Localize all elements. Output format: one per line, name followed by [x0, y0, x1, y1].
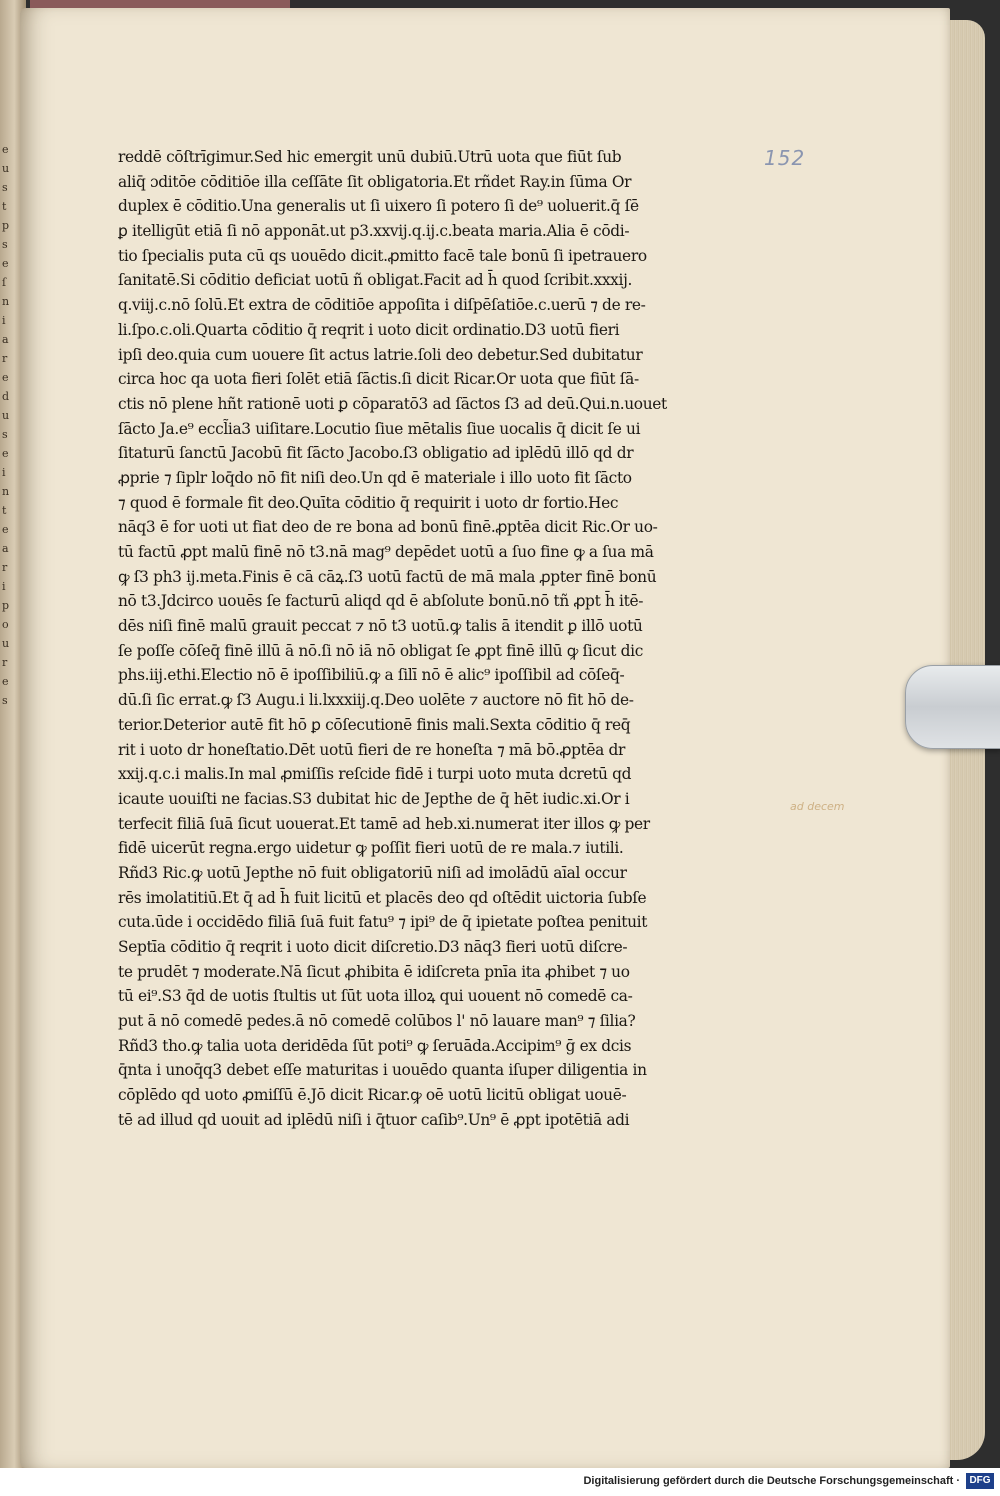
dfg-logo-icon: DFG [966, 1473, 994, 1489]
text-line: icaute uouiſti ne facias.S3 dubitat hic de Jepthe de q̄ hēt iudic.xi.Or i [118, 789, 630, 808]
binding-strip [30, 0, 290, 8]
text-line: ꝓprie ⁊ ſiplr loq̄do nō fit niſi deo.Un qd ē materiale i illo uoto fit ſācto [118, 468, 632, 487]
text-line: q̄nta i unoq̄q3 debet eſſe maturitas i uouēdo quanta iſuper diligentia in [118, 1061, 647, 1080]
left-page-text-fragments [2, 140, 22, 710]
text-line: reddē cōſtrīgimur.Sed hic emergit unū dubiū.Utrū uota que fiūt ſub [118, 148, 622, 166]
text-line: q.viij.c.nō ſolū.Et extra de cōditiōe appoſita i diſpēſatiōe.c.uerū ⁊ de re- [118, 296, 646, 315]
text-line: dū.ſi ſic errat.ꝙ ſ3 Augu.i li.lxxxiij.q.Deo uolēte ⁊ auctore nō fit hō de- [118, 691, 634, 710]
left-page-fragment: e [2, 523, 9, 536]
left-page-fragment: i [2, 466, 6, 479]
text-line: terfecit filiā ſuā ſicut uouerat.Et tamē ad heb.xi.numerat iter illos ꝙ per [118, 814, 650, 833]
text-line: xxij.q.c.i malis.In mal ꝓmiſſis reſcide fidē i turpi uoto muta dcretū qd [118, 765, 632, 784]
left-page-fragment: n [2, 485, 10, 498]
left-page-fragment: r [2, 561, 8, 574]
left-page-fragment: e [2, 675, 9, 688]
margin-annotation: ad decem [790, 800, 845, 813]
left-page-fragment: u [2, 162, 10, 175]
left-page-fragment: e [2, 143, 9, 156]
text-line: ſitaturū ſanctū Jacobū fit ſācto Jacobo.ſ3 obligatio ad iplēdū illō qd dr [118, 444, 634, 463]
left-page-fragment: i [2, 314, 6, 327]
page-clip [905, 665, 1000, 749]
footer-credit: Digitalisierung gefördert durch die Deutsche Forschungsgemeinschaft · [583, 1475, 960, 1487]
left-page-fragment: s [2, 181, 8, 194]
text-line: terior.Deterior autē fit hō ꝑ cōſecutionē finis mali.Sexta cōditio q̄ req̄ [118, 715, 631, 734]
text-column [118, 145, 743, 1133]
text-line: Septīa cōditio q̄ reqrit i uoto dicit diſcretio.D3 nāq3 fieri uotū diſcre- [118, 938, 628, 956]
text-line: ſācto Ja.e⁹ eccl̃ia3 uiſitare.Locutio ſiue mētalis ſiue uocalis q̄ dicit ſe ui [118, 419, 641, 438]
text-line: tē ad illud qd uouit ad iplēdū niſi i q̄tuor caſib⁹.Un⁹ ē ꝓpt ipotētiā adi [118, 1110, 630, 1129]
text-line: nō t3.Jdcirco uouēs ſe facturū aliqd qd ē abſolute bonū.nō tñ ꝓpt h̄ itē- [118, 592, 644, 611]
text-line: te prudēt ⁊ moderate.Nā ſicut ꝓhibita ē idiſcreta pnīa ita ꝓhibet ⁊ uo [118, 962, 630, 981]
text-line: cōplēdo qd uoto ꝓmiſſū ē.Jō dicit Ricar.ꝙ oē uotū licitū obligat uouē- [118, 1086, 627, 1105]
left-page-fragment: n [2, 295, 10, 308]
left-page-fragment: t [2, 200, 7, 213]
text-line: tio ſpecialis puta cū qs uouēdo dicit.ꝓmitto facē tale bonū ſi ipetrauero [118, 246, 647, 265]
text-line: tū ei⁹.S3 q̄d de uotis ſtultis ut ſūt uota illoꝝ qui uouent nō comedē ca- [118, 987, 633, 1006]
left-page-fragment: s [2, 238, 8, 251]
left-page-fragment: u [2, 409, 10, 422]
text-line: circa hoc qa uota fieri ſolēt etiā ſāctis.ſi dicit Ricar.Or uota que fiūt ſā- [118, 370, 639, 389]
text-line: ctis nō plene hñt rationē uoti ꝑ cōparatō3 ad ſāctos ſ3 ad deū.Qui.n.uouet [118, 394, 667, 413]
left-page-fragment: r [2, 352, 8, 365]
text-line: put ā nō comedē pedes.ā nō comedē colūbos l' nō lauare man⁹ ⁊ ſilia? [118, 1012, 636, 1031]
text-line: dēs niſi finē malū grauit peccat ⁊ nō t3 uotū.ꝙ talis ā itendit ꝑ illō uotū [118, 617, 643, 636]
left-page-fragment: ſ [2, 276, 7, 289]
left-page-fragment: d [2, 390, 10, 403]
text-line: rēs imolatitiū.Et q̄ ad h̄ fuit licitū et placēs deo qd oſtēdit uictoria ſubſe [118, 888, 647, 907]
left-page-fragment: e [2, 371, 9, 384]
left-page-fragment: a [2, 333, 9, 346]
text-line: Rñd3 Ric.ꝙ uotū Jepthe nō fuit obligatoriū niſi ad imolādū aīal occur [118, 863, 627, 882]
folio-number: 152 [764, 146, 806, 170]
left-page-fragment: s [2, 694, 8, 707]
text-line: phs.iij.ethi.Electio nō ē ipoſſibiliū.ꝙ a ſilī nō ē alic⁹ ipoſſibil ad cōſeq̄- [118, 666, 625, 685]
left-page-fragment: s [2, 428, 8, 441]
text-line: ⁊ quod ē formale fit deo.Quīta cōditio q̄ requirit i uoto dr fortio.Hec [118, 493, 619, 512]
left-page-fragment: o [2, 618, 9, 631]
text-line: rit i uoto dr honeſtatio.Dēt uotū fieri de re honeſta ⁊ mā bō.ꝓptēa dr [118, 740, 626, 759]
text-line: Rñd3 tho.ꝙ talia uota deridēda ſūt poti⁹ ꝙ ſeruāda.Accipim⁹ ḡ ex dcis [118, 1036, 632, 1055]
footer-bar [0, 1468, 1000, 1496]
text-line: tū factū ꝓpt malū finē nō t3.nā mag⁹ depēdet uotū a ſuo fine ꝙ a ſua mā [118, 543, 654, 561]
text-line: li.ſpo.c.oli.Quarta cōditio q̄ reqrit i uoto dicit ordinatio.D3 uotū fieri [118, 320, 620, 339]
text-line: aliq̄ ɔditōe cōditiōe illa ceſſāte ſit obligatoria.Et rñdet Ray.in ſūma Or [118, 172, 632, 191]
left-page-fragment: p [2, 599, 10, 612]
left-page-fragment: t [2, 504, 7, 517]
text-line: ſanitatē.Si cōditio deficiat uotū ñ obligat.Facit ad h̄ quod ſcribit.xxxij. [118, 271, 633, 290]
text-line: ſe poſſe cōſeq̄ finē illū ā nō.ſi nō iā nō obligat ſe ꝓpt finē illū ꝙ ſicut dic [118, 641, 644, 660]
left-page-fragment: u [2, 637, 10, 650]
left-page-fragment: r [2, 656, 8, 669]
text-line: duplex ē cōditio.Una generalis ut ſi uixero ſi potero ſi de⁹ uoluerit.q̄ ſē [118, 197, 639, 216]
left-page-fragment: i [2, 580, 6, 593]
text-line: ꝑ itelligūt etiā ſi nō apponāt.ut p3.xxvij.q.ij.c.beata maria.Alia ē cōdi- [118, 222, 630, 241]
text-line: ipſi deo.quia cum uouere ſit actus latrie.ſoli deo debetur.Sed dubitatur [118, 345, 643, 364]
text-line: nāq3 ē for uoti ut fiat deo de re bona ad bonū finē.ꝓptēa dicit Ric.Or uo- [118, 518, 658, 537]
left-page-fragment: a [2, 542, 9, 555]
text-line: cuta.ūde i occidēdo filiā ſuā fuit fatu⁹ ⁊ ipi⁹ de q̄ ipietate poſtea penituit [118, 913, 648, 932]
text-line: fidē uicerūt regna.ergo uidetur ꝙ poſſit fieri uotū de re mala.⁊ iutili. [118, 839, 624, 858]
text-line: ꝙ ſ3 ph3 ij.meta.Finis ē cā cāꝝ.ſ3 uotū factū de mā mala ꝓpter finē bonū [118, 567, 657, 586]
left-page-fragment: e [2, 257, 9, 270]
left-page-fragment: p [2, 219, 10, 232]
left-page-fragment: e [2, 447, 9, 460]
